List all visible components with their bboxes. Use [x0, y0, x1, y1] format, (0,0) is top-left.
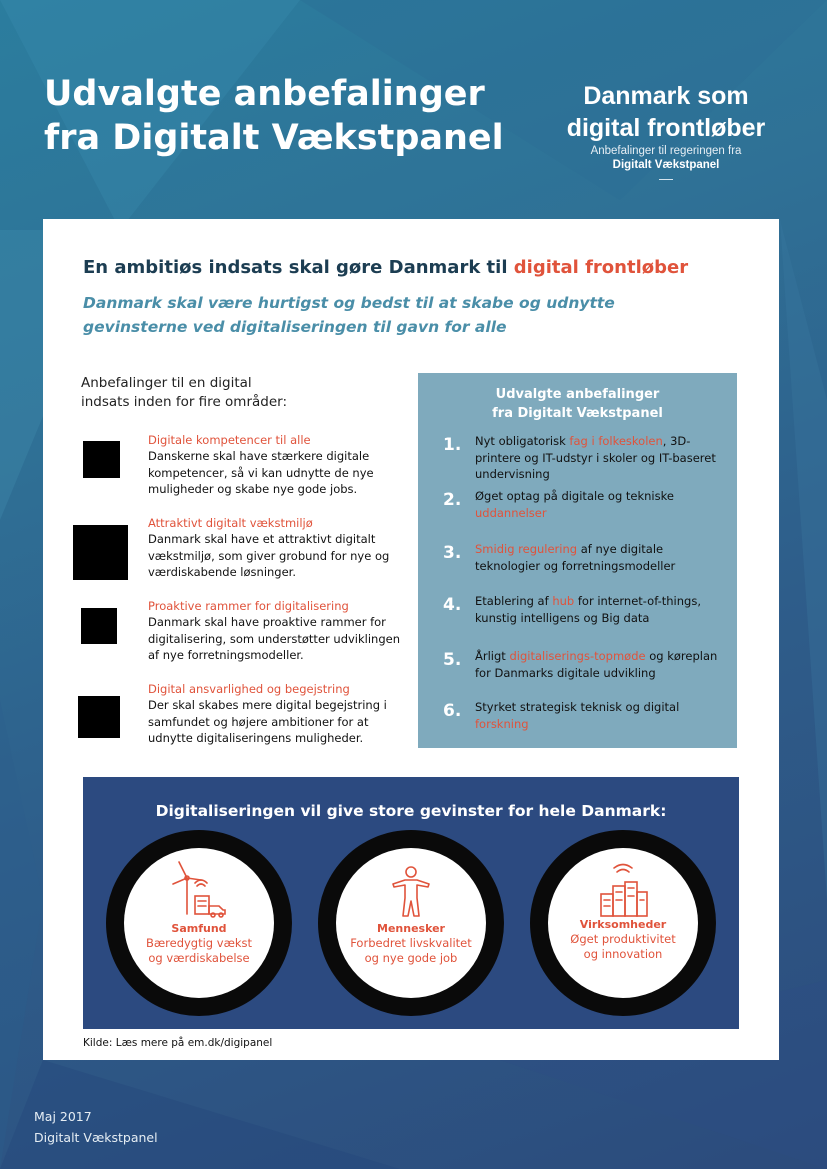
- footer-date: Maj 2017: [34, 1109, 92, 1124]
- recommendations-title-line1: Udvalgte anbefalinger: [495, 387, 660, 402]
- recommendation-number: 6.: [443, 701, 462, 721]
- recommendation-text: Etablering af hub for internet-of-things, kunstig intelligens og Big data: [475, 594, 701, 625]
- benefit-desc-line2: og nye gode job: [364, 951, 458, 965]
- brand-org: Digitalt Vækstpanel: [612, 159, 720, 171]
- footer: [34, 1106, 158, 1148]
- windmill-city-icon: [169, 856, 229, 920]
- page-title: [44, 72, 514, 160]
- person-icon: [381, 856, 441, 920]
- buildings-icon: [593, 856, 653, 920]
- benefit-desc-line2: og værdiskabelse: [148, 951, 250, 965]
- area-title: Attraktivt digitalt vækstmiljø: [148, 516, 313, 530]
- gains-title: Digitaliseringen vil give store gevinster for hele Danmark:: [155, 802, 667, 820]
- area-text: Danmark skal have proaktive rammer for digitalisering, som understøtter udviklingen af nye forretningsmodeller.: [148, 615, 400, 662]
- area-text: Danskerne skal have stærkere digitale kompetencer, så vi kan udnytte de nye muligheder og skabe nye gode jobs.: [148, 449, 374, 496]
- brand-divider: [659, 179, 673, 180]
- benefit-name: Samfund: [171, 922, 227, 935]
- benefit-desc-line1: Bæredygtig vækst: [145, 936, 253, 950]
- page-title-line2: fra Digitalt Vækstpanel: [44, 118, 504, 158]
- content-card: [43, 219, 779, 1060]
- benefit-desc-line1: Forbedret livskvalitet: [350, 936, 472, 950]
- area-title: Digitale kompetencer til alle: [148, 433, 311, 447]
- benefit-desc-line1: Øget produktivitet: [570, 932, 676, 946]
- recommendation-number: 1.: [443, 435, 462, 455]
- headline-text: En ambitiøs indsats skal gøre Danmark til: [83, 257, 514, 278]
- recommendation-text: Årligt digitaliserings-topmøde og køreplan for Danmarks digitale udvikling: [475, 649, 718, 680]
- areas-intro-line1: Anbefalinger til en digital: [81, 375, 252, 391]
- recommendation-number: 3.: [443, 543, 462, 563]
- responsibility-icon: [78, 696, 120, 738]
- page-title-line1: Udvalgte anbefalinger: [44, 74, 485, 114]
- recommendation-text: Styrket strategisk teknisk og digital forskning: [475, 700, 680, 731]
- source-note: Kilde: Læs mere på em.dk/digipanel: [83, 1037, 273, 1049]
- competence-icon: [83, 441, 120, 478]
- recommendation-text: Nyt obligatorisk fag i folkeskolen, 3D-printere og IT-udstyr i skoler og IT-baseret undervisning: [475, 434, 716, 481]
- area-title: Digital ansvarlighed og begejstring: [148, 682, 350, 696]
- benefit-circle: [530, 830, 716, 1016]
- recommendation-number: 5.: [443, 650, 462, 670]
- lead-text: Danmark skal være hurtigst og bedst til at skabe og udnytte gevinsterne ved digitaliseringen til gavn for alle: [83, 294, 615, 336]
- recommendation-number: 4.: [443, 595, 462, 615]
- areas-intro: [81, 374, 341, 412]
- benefit-circle: [106, 830, 292, 1016]
- area-text: Danmark skal have et attraktivt digitalt vækstmiljø, som giver grobund for nye og værdiskabende løsninger.: [148, 532, 390, 579]
- gains-panel: [83, 777, 739, 1029]
- regulation-icon: [81, 608, 117, 644]
- footer-org: Digitalt Vækstpanel: [34, 1130, 158, 1145]
- recommendations-panel: [418, 373, 737, 748]
- growth-environment-icon: [73, 525, 128, 580]
- recommendation-text: Smidig regulering af nye digitale teknologier og forretningsmodeller: [475, 542, 676, 573]
- brand-block: [548, 80, 784, 180]
- recommendations-title: [418, 385, 737, 423]
- benefit-name: Mennesker: [377, 922, 445, 935]
- recommendations-title-line2: fra Digitalt Vækstpanel: [492, 406, 663, 421]
- recommendation-text: Øget optag på digitale og tekniske uddannelser: [475, 489, 674, 520]
- headline: [83, 257, 688, 279]
- benefit-name: Virksomheder: [579, 918, 667, 931]
- brand-subtitle: Anbefalinger til regeringen fra: [590, 145, 742, 157]
- benefit-desc-line2: og innovation: [583, 947, 663, 961]
- brand-line1: Danmark som: [583, 82, 749, 110]
- benefit-circle: [318, 830, 504, 1016]
- area-title: Proaktive rammer for digitalisering: [148, 599, 349, 613]
- areas-intro-line2: indsats inden for fire områder:: [81, 394, 288, 410]
- recommendation-number: 2.: [443, 490, 462, 510]
- area-text: Der skal skabes mere digital begejstring i samfundet og højere ambitioner for at udnytte digitaliseringens muligheder.: [148, 698, 387, 745]
- brand-line2: digital frontløber: [566, 114, 766, 142]
- headline-highlight: digital frontløber: [513, 257, 689, 278]
